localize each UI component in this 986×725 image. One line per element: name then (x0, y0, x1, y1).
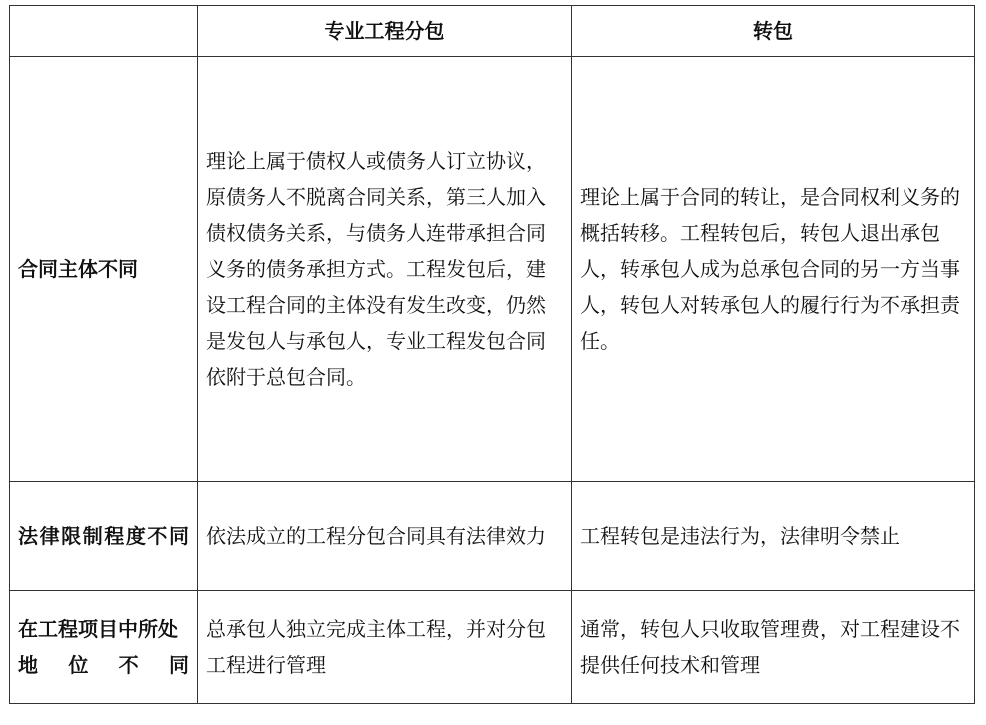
subcontract-cell: 理论上属于债权人或债务人订立协议，原债务人不脱离合同关系，第三人加入债权债务关系，与债务人连带承担合同义务的债务承担方式。工程发包后，建设工程合同的主体没有发生改变，仍然是发包人与承包人，专业工程发包合同依附于总包合同。 (198, 57, 572, 482)
header-row (10, 6, 975, 57)
transfer-cell: 工程转包是违法行为，法律明令禁止 (572, 482, 975, 591)
table-row (10, 57, 975, 482)
subcontract-cell: 总承包人独立完成主体工程，并对分包工程进行管理 (198, 591, 572, 704)
header-blank-cell (10, 6, 198, 57)
header-subcontract: 专业工程分包 (198, 6, 572, 57)
row-label: 合同主体不同 (10, 57, 198, 482)
transfer-cell: 通常，转包人只收取管理费，对工程建设不提供任何技术和管理 (572, 591, 975, 704)
table-row (10, 591, 975, 704)
table-row (10, 482, 975, 591)
subcontract-cell: 依法成立的工程分包合同具有法律效力 (198, 482, 572, 591)
transfer-cell: 理论上属于合同的转让，是合同权利义务的概括转移。工程转包后，转包人退出承包人，转承包人成为总承包合同的另一方当事人，转包人对转承包人的履行行为不承担责任。 (572, 57, 975, 482)
row-label: 在工程项目中所处地位不同 (10, 591, 198, 704)
row-label: 法律限制程度不同 (10, 482, 198, 591)
header-transfer: 转包 (572, 6, 975, 57)
comparison-table (9, 5, 975, 704)
